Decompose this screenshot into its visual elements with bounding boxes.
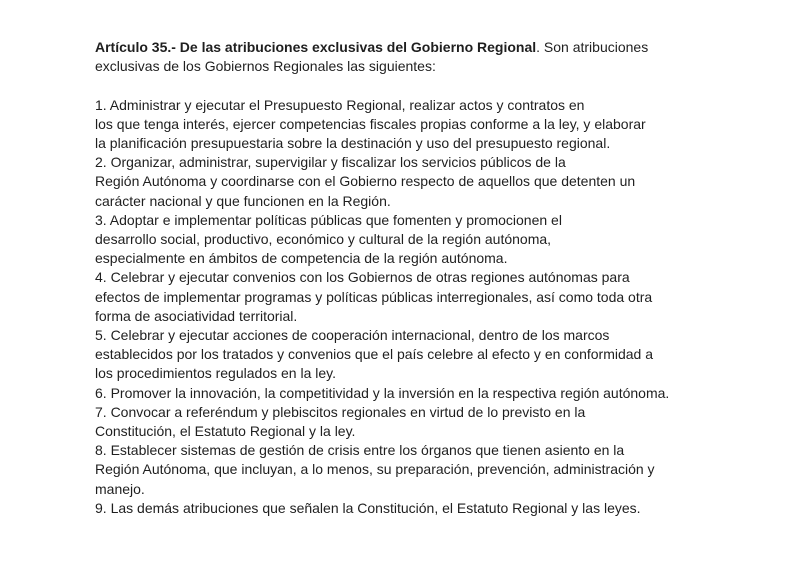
list-item-line: carácter nacional y que funcionen en la Región. bbox=[95, 192, 391, 209]
article-intro-line-1 bbox=[95, 38, 775, 57]
list-item bbox=[95, 268, 775, 326]
list-item-line: 8. Establecer sistemas de gestión de crisis entre los órganos que tienen asiento en la bbox=[95, 442, 625, 459]
list-item-line: Región Autónoma, que incluyan, a lo menos, su preparación, prevención, administración y bbox=[95, 461, 655, 478]
list-item-line: desarrollo social, productivo, económico y cultural de la región autónoma, bbox=[95, 231, 552, 248]
document-body bbox=[95, 38, 775, 518]
paragraph-spacer bbox=[95, 76, 775, 95]
list-item bbox=[95, 326, 775, 384]
list-item-line: 5. Celebrar y ejecutar acciones de cooperación internacional, dentro de los marcos bbox=[95, 327, 610, 344]
list-item-line: 7. Convocar a referéndum y plebiscitos regionales en virtud de lo previsto en la bbox=[95, 403, 586, 420]
list-item-line: los que tenga interés, ejercer competencias fiscales propias conforme a la ley, y elaborar bbox=[95, 115, 646, 132]
list-item-line: 2. Organizar, administrar, supervigilar y fiscalizar los servicios públicos de la bbox=[95, 154, 566, 171]
article-heading: Artículo 35.- De las atribuciones exclusivas del Gobierno Regional bbox=[95, 39, 537, 55]
article-intro-line-2: exclusivas de los Gobiernos Regionales las siguientes: bbox=[95, 58, 436, 75]
list-item bbox=[95, 96, 775, 154]
list-item-line: Región Autónoma y coordinarse con el Gobierno respecto de aquellos que detenten un bbox=[95, 173, 636, 190]
list-item-line: forma de asociatividad territorial. bbox=[95, 307, 298, 324]
list-item-line: la planificación presupuestaria sobre la destinación y uso del presupuesto regional. bbox=[95, 135, 611, 151]
list-item-line: especialmente en ámbitos de competencia de la región autónoma. bbox=[95, 250, 508, 267]
list-item bbox=[95, 499, 775, 518]
list-item-line: 4. Celebrar y ejecutar convenios con los Gobiernos de otras regiones autónomas para bbox=[95, 269, 630, 286]
list-item-line: 9. Las demás atribuciones que señalen la Constitución, el Estatuto Regional y las leyes. bbox=[95, 499, 641, 516]
list-item bbox=[95, 441, 775, 499]
list-item-line: los procedimientos regulados en la ley. bbox=[95, 365, 336, 382]
list-item bbox=[95, 211, 775, 269]
list-item-line: Constitución, el Estatuto Regional y la ley. bbox=[95, 423, 356, 440]
list-item-line: 1. Administrar y ejecutar el Presupuesto Regional, realizar actos y contratos en bbox=[95, 96, 585, 113]
list-item-line: efectos de implementar programas y políticas públicas interregionales, así como toda otra bbox=[95, 288, 653, 305]
list-item bbox=[95, 384, 775, 403]
list-item bbox=[95, 403, 775, 441]
list-item-line: 6. Promover la innovación, la competitividad y la inversión en la respectiva región autónoma. bbox=[95, 384, 670, 401]
attributions-list bbox=[95, 96, 775, 518]
article-intro-text: . Son atribuciones bbox=[536, 39, 649, 55]
list-item-line: 3. Adoptar e implementar políticas públicas que fomenten y promocionen el bbox=[95, 211, 562, 228]
list-item bbox=[95, 153, 775, 211]
list-item-line: establecidos por los tratados y convenios que el país celebre al efecto y en conformidad a bbox=[95, 346, 653, 363]
list-item-line: manejo. bbox=[95, 480, 145, 497]
